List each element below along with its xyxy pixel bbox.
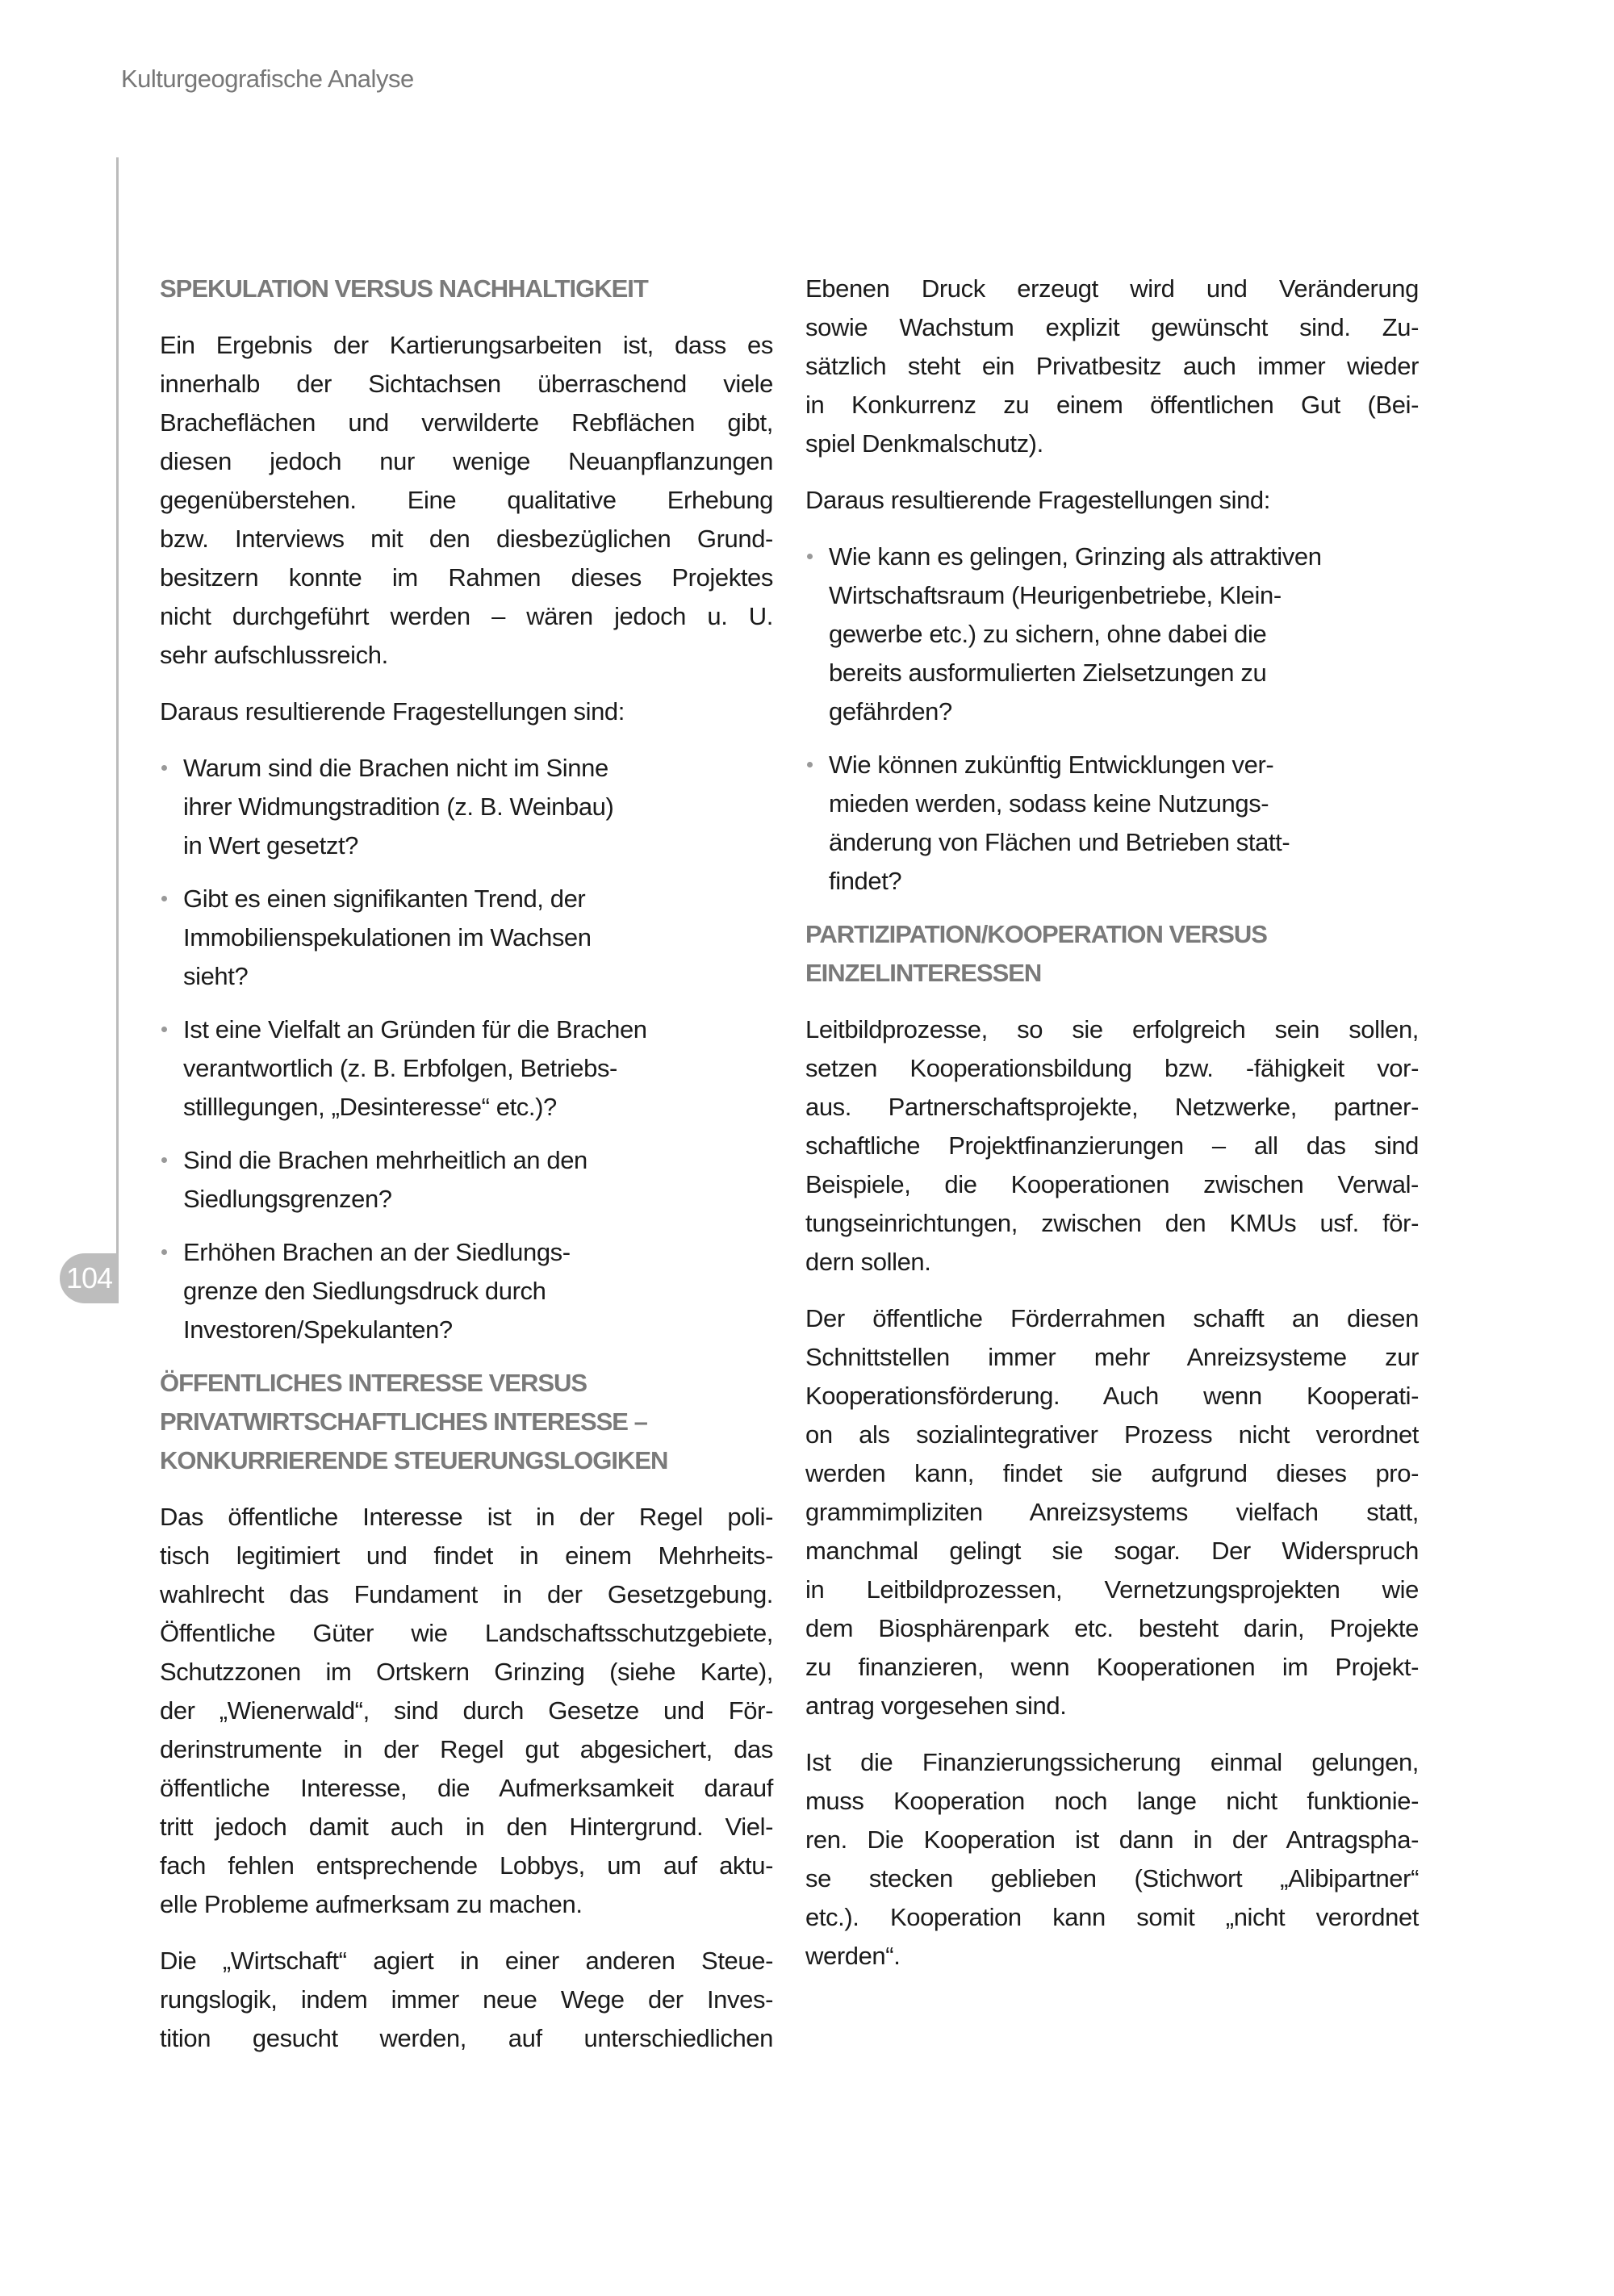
bullet-icon xyxy=(161,1157,167,1163)
text-line: ihrer Widmungstradition (z. B. Weinbau) xyxy=(183,793,614,821)
bullet-item xyxy=(160,749,773,865)
text-line: on als sozialintegrativer Prozess nicht verordnet xyxy=(805,1420,1419,1449)
text-line: sieht? xyxy=(183,962,249,990)
paragraph xyxy=(805,270,1419,463)
text-line: in Konkurrenz zu einem öffentlichen Gut (Bei- xyxy=(805,391,1419,419)
text-line: tisch legitimiert und findet in einem Mehrheits- xyxy=(160,1541,773,1570)
text-line: bereits ausformulierten Zielsetzungen zu xyxy=(829,659,1267,687)
text-line: innerhalb der Sichtachsen überraschend viele xyxy=(160,370,773,398)
section-heading xyxy=(805,915,1419,993)
left-column xyxy=(160,270,773,2076)
text-line: tungseinrichtungen, zwischen den KMUs usf. för- xyxy=(805,1209,1419,1237)
text-line: Investoren/Spekulanten? xyxy=(183,1315,453,1344)
heading-line: KONKURRIERENDE STEUERUNGSLOGIKEN xyxy=(160,1446,668,1474)
text-line: Daraus resultierende Fragestellungen sind: xyxy=(160,697,625,726)
bullet-icon xyxy=(161,1027,167,1032)
text-line: Sind die Brachen mehrheitlich an den xyxy=(183,1146,587,1174)
text-line: Siedlungsgrenzen? xyxy=(183,1185,392,1213)
text-line: diesen jedoch nur wenige Neuanpflanzungen xyxy=(160,447,773,475)
text-line: Wie kann es gelingen, Grinzing als attraktiven xyxy=(829,542,1322,571)
text-line: antrag vorgesehen sind. xyxy=(805,1692,1067,1720)
text-line: setzen Kooperationsbildung bzw. -fähigkeit vor- xyxy=(805,1054,1419,1082)
text-line: öffentliche Interesse, die Aufmerksamkeit darauf xyxy=(160,1774,773,1802)
text-line: Erhöhen Brachen an der Siedlungs- xyxy=(183,1238,571,1266)
text-line: stilllegungen, „Desinteresse“ etc.)? xyxy=(183,1093,557,1121)
text-line: mieden werden, sodass keine Nutzungs- xyxy=(829,789,1269,818)
text-line: werden kann, findet sie aufgrund dieses pro- xyxy=(805,1459,1419,1487)
text-line: grammimpliziten Anreizsystems vielfach statt, xyxy=(805,1498,1419,1526)
bullet-icon xyxy=(161,765,167,771)
bullet-icon xyxy=(807,762,813,767)
text-line: Ein Ergebnis der Kartierungsarbeiten ist, dass es xyxy=(160,331,773,359)
text-line: Immobilienspekulationen im Wachsen xyxy=(183,923,592,951)
bullet-item xyxy=(160,1233,773,1349)
margin-rule xyxy=(116,157,119,1303)
text-line: Warum sind die Brachen nicht im Sinne xyxy=(183,754,608,782)
heading-line: SPEKULATION VERSUS NACHHALTIGKEIT xyxy=(160,274,648,303)
bullet-icon xyxy=(807,554,813,559)
bullet-list xyxy=(160,749,773,1349)
text-line: Beispiele, die Kooperationen zwischen Verwal- xyxy=(805,1170,1419,1198)
text-line: bzw. Interviews mit den diesbezüglichen Grund- xyxy=(160,525,773,553)
bullet-item xyxy=(160,880,773,996)
text-line: Öffentliche Güter wie Landschaftsschutzgebiete, xyxy=(160,1619,773,1647)
text-line: verantwortlich (z. B. Erbfolgen, Betriebs- xyxy=(183,1054,617,1082)
paragraph xyxy=(805,481,1419,520)
text-line: nicht durchgeführt werden – wären jedoch u. U. xyxy=(160,602,773,630)
text-line: in Wert gesetzt? xyxy=(183,831,359,859)
text-line: gegenüberstehen. Eine qualitative Erhebung xyxy=(160,486,773,514)
text-line: Der öffentliche Förderrahmen schafft an diesen xyxy=(805,1304,1419,1332)
heading-line: ÖFFENTLICHES INTERESSE VERSUS xyxy=(160,1369,587,1397)
bullet-item xyxy=(160,1010,773,1127)
text-line: sehr aufschlussreich. xyxy=(160,641,388,669)
right-column xyxy=(805,270,1419,1993)
text-line: gefährden? xyxy=(829,697,952,726)
text-line: besitzern konnte im Rahmen dieses Projektes xyxy=(160,563,773,592)
bullet-icon xyxy=(161,896,167,901)
paragraph xyxy=(160,326,773,675)
text-line: rungslogik, indem immer neue Wege der Inves- xyxy=(160,1985,773,2014)
text-line: Wie können zukünftig Entwicklungen ver- xyxy=(829,751,1274,779)
paragraph xyxy=(160,692,773,731)
text-line: der „Wienerwald“, sind durch Gesetze und För- xyxy=(160,1696,773,1725)
text-line: grenze den Siedlungsdruck durch xyxy=(183,1277,546,1305)
text-line: Ist eine Vielfalt an Gründen für die Brachen xyxy=(183,1015,647,1043)
text-line: ren. Die Kooperation ist dann in der Antragspha- xyxy=(805,1826,1419,1854)
running-head: Kulturgeografische Analyse xyxy=(121,65,414,93)
bullet-item xyxy=(805,746,1419,901)
text-line: Schutzzonen im Ortskern Grinzing (siehe Karte), xyxy=(160,1658,773,1686)
bullet-list xyxy=(805,537,1419,901)
text-line: Schnittstellen immer mehr Anreizsysteme zur xyxy=(805,1343,1419,1371)
text-line: aus. Partnerschaftsprojekte, Netzwerke, partner- xyxy=(805,1093,1419,1121)
text-line: Wirtschaftsraum (Heurigenbetriebe, Klein- xyxy=(829,581,1282,609)
text-line: schaftliche Projektfinanzierungen – all das sind xyxy=(805,1131,1419,1160)
text-line: Das öffentliche Interesse ist in der Regel poli- xyxy=(160,1503,773,1531)
heading-line: PARTIZIPATION/KOOPERATION VERSUS xyxy=(805,920,1267,948)
text-line: spiel Denkmalschutz). xyxy=(805,429,1043,458)
text-line: elle Probleme aufmerksam zu machen. xyxy=(160,1890,583,1918)
section-heading xyxy=(160,1364,773,1480)
text-line: Daraus resultierende Fragestellungen sind: xyxy=(805,486,1270,514)
page-number-badge: 104 xyxy=(60,1253,119,1303)
text-line: änderung von Flächen und Betrieben statt- xyxy=(829,828,1290,856)
text-line: etc.). Kooperation kann somit „nicht verordnet xyxy=(805,1903,1419,1931)
text-line: muss Kooperation noch lange nicht funktionie- xyxy=(805,1787,1419,1815)
text-line: Leitbildprozesse, so sie erfolgreich sein sollen, xyxy=(805,1015,1419,1043)
paragraph xyxy=(805,1010,1419,1282)
text-line: dem Biosphärenpark etc. besteht darin, Projekte xyxy=(805,1614,1419,1642)
text-line: tition gesucht werden, auf unterschiedlichen xyxy=(160,2024,773,2052)
heading-line: EINZELINTERESSEN xyxy=(805,959,1042,987)
text-line: Kooperationsförderung. Auch wenn Kooperati- xyxy=(805,1382,1419,1410)
bullet-item xyxy=(160,1141,773,1219)
text-line: manchmal gelingt sie sogar. Der Widerspruch xyxy=(805,1537,1419,1565)
text-line: Ist die Finanzierungssicherung einmal gelungen, xyxy=(805,1748,1419,1776)
bullet-item xyxy=(805,537,1419,731)
text-line: tritt jedoch damit auch in den Hintergrund. Viel- xyxy=(160,1813,773,1841)
section-heading xyxy=(160,270,773,308)
text-line: derinstrumente in der Regel gut abgesichert, das xyxy=(160,1735,773,1763)
text-line: werden“. xyxy=(805,1942,901,1970)
paragraph xyxy=(805,1299,1419,1725)
text-line: sowie Wachstum explizit gewünscht sind. Zu- xyxy=(805,313,1419,341)
text-line: Ebenen Druck erzeugt wird und Veränderung xyxy=(805,274,1419,303)
text-line: zu finanzieren, wenn Kooperationen im Projekt- xyxy=(805,1653,1419,1681)
text-line: sätzlich steht ein Privatbesitz auch immer wieder xyxy=(805,352,1419,380)
text-line: Bracheflächen und verwilderte Rebflächen gibt, xyxy=(160,408,773,437)
heading-line: PRIVATWIRTSCHAFTLICHES INTERESSE – xyxy=(160,1407,647,1436)
text-line: se stecken geblieben (Stichwort „Alibipartner“ xyxy=(805,1864,1419,1892)
text-line: gewerbe etc.) zu sichern, ohne dabei die xyxy=(829,620,1267,648)
bullet-icon xyxy=(161,1249,167,1255)
text-line: Die „Wirtschaft“ agiert in einer anderen Steue- xyxy=(160,1947,773,1975)
text-line: findet? xyxy=(829,867,902,895)
text-line: fach fehlen entsprechende Lobbys, um auf aktu- xyxy=(160,1851,773,1880)
text-line: wahlrecht das Fundament in der Gesetzgebung. xyxy=(160,1580,773,1608)
text-line: dern sollen. xyxy=(805,1248,931,1276)
paragraph xyxy=(160,1498,773,1924)
text-line: in Leitbildprozessen, Vernetzungsprojekten wie xyxy=(805,1575,1419,1604)
paragraph xyxy=(805,1743,1419,1976)
paragraph xyxy=(160,1942,773,2058)
text-line: Gibt es einen signifikanten Trend, der xyxy=(183,885,586,913)
